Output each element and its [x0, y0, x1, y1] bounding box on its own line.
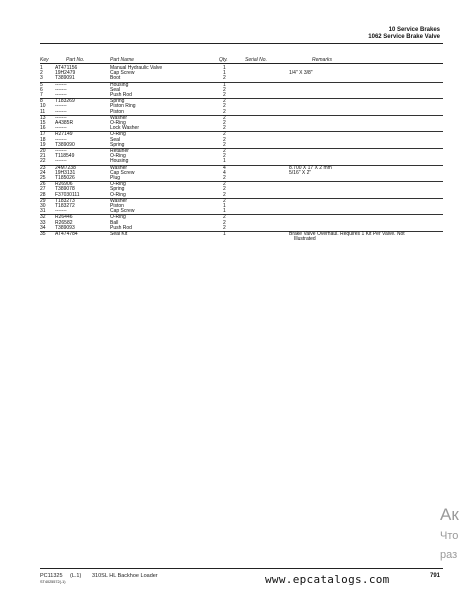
part-no-cell-text: T389090	[55, 141, 75, 148]
key-cell-text: 6	[40, 86, 43, 93]
part-no-cell	[55, 232, 110, 243]
part-name-cell-text: Spring	[110, 98, 125, 105]
key-cell-text: 16	[40, 125, 46, 132]
part-name-cell-text: Lock Washer	[110, 125, 139, 132]
remarks-cell	[289, 232, 443, 243]
part-name-cell-text: Washer	[110, 164, 128, 171]
qty-cell-text: 2	[223, 108, 226, 115]
key-cell-text: 13	[40, 114, 46, 121]
footer-small-ref: ST4025572(-1)	[40, 580, 66, 584]
table-head-rule	[40, 63, 443, 64]
key-cell-text: 28	[40, 191, 46, 198]
part-name-cell-text: Ball	[110, 219, 119, 226]
qty-cell-text: 2	[223, 125, 226, 132]
part-name-cell-text: O-Ring	[110, 191, 126, 198]
key-cell-text: 17	[40, 131, 46, 138]
qty-cell-text: 2	[223, 175, 226, 182]
footer-model: 310SL HL Backhoe Loader	[92, 573, 158, 579]
key-cell-text: 29	[40, 197, 46, 204]
col-part-no: Part No.	[66, 57, 85, 63]
footer-catalog: PC11325	[40, 573, 63, 579]
key-cell-text: 21	[40, 153, 46, 160]
part-no-cell-text: -------	[55, 103, 67, 110]
key-cell-text: 25	[40, 175, 46, 182]
footer-rule	[40, 568, 443, 569]
remarks-cell-text: 1/4" X 3/8"	[289, 70, 313, 77]
qty-cell-text: 1	[223, 208, 226, 215]
part-no-cell-text: T185026	[55, 175, 75, 182]
part-no-cell-text: AT471156	[55, 65, 78, 71]
key-cell-text: 33	[40, 219, 46, 226]
key-cell-text: 15	[40, 120, 46, 127]
part-no-cell-text: A4385R	[55, 120, 74, 127]
activation-overlay-line2: Что	[440, 530, 459, 542]
part-name-cell-text: Spring	[110, 186, 125, 193]
part-name-cell-text: O-Ring	[110, 214, 126, 221]
qty-cell-text: 2	[223, 141, 226, 148]
part-no-cell-text: 19H2479	[55, 70, 76, 77]
part-name-cell-text: Spring	[110, 141, 125, 148]
section-title: 10 Service Brakes	[388, 27, 440, 33]
part-name-cell-text: Cap Screw	[110, 70, 135, 77]
footer-catalog-ref: (L.1)	[70, 573, 82, 579]
part-name-cell-text: O-Ring	[110, 131, 126, 138]
part-name-cell-text: Washer	[110, 197, 128, 204]
part-no-cell-text: -------	[55, 208, 67, 215]
part-name-cell-text: Plug	[110, 175, 121, 182]
col-part-name: Part Name	[110, 57, 134, 63]
qty-cell-text: 2	[223, 120, 226, 127]
part-no-cell-text: F37030111	[55, 191, 80, 198]
qty-cell-text: 2	[223, 197, 226, 204]
qty-cell-text: 2	[223, 86, 226, 93]
part-no-cell-text: T183269	[55, 98, 75, 105]
qty-cell-text: 1	[223, 203, 226, 210]
qty-cell-text: 4	[223, 169, 226, 176]
key-cell-text: 2	[40, 70, 43, 77]
key-cell-text: 18	[40, 136, 46, 143]
key-cell-text: 26	[40, 181, 46, 188]
part-no-cell-text: R26582	[55, 219, 73, 226]
part-name-cell	[110, 232, 223, 243]
qty-cell-text: 1	[223, 70, 226, 77]
qty-cell-text: 2	[223, 131, 226, 138]
part-name-cell-text: Retainer	[110, 148, 129, 155]
qty-cell-text: 2	[223, 191, 226, 198]
part-name-cell-text: Housing	[110, 158, 129, 165]
col-key: Key	[40, 57, 49, 63]
part-no-cell-text: -------	[55, 158, 67, 165]
part-no-cell-text: -------	[55, 136, 67, 143]
part-name-cell-text: Seal	[110, 86, 121, 93]
part-no-cell-text: 24M7238	[55, 164, 76, 171]
key-cell-text: 24	[40, 169, 46, 176]
part-no-cell-text: -------	[55, 86, 67, 93]
key-cell-text: 10	[40, 103, 46, 110]
part-no-cell-text: R26906	[55, 181, 73, 188]
key-cell-text: 8	[40, 98, 43, 105]
remarks-cell-text: Brake Valve Overhaul. Requires 1 Kit Per Valve. Not	[289, 231, 405, 238]
part-name-cell-text: Boot	[110, 75, 121, 82]
key-cell-text: 11	[40, 108, 46, 115]
qty-cell-text: 2	[223, 148, 226, 155]
watermark-link[interactable]: www.epcatalogs.com	[265, 573, 390, 586]
remarks-cell-text: 5/16" X 2"	[289, 169, 312, 176]
qty-cell-text: 2	[223, 136, 226, 143]
part-name-cell-text: Seal Kit	[110, 231, 128, 238]
part-no-cell-text: -------	[55, 108, 67, 115]
key-cell-text: 27	[40, 186, 46, 193]
part-no-cell-text: T183272	[55, 203, 75, 210]
part-no-cell-text: -------	[55, 81, 67, 88]
key-cell-text: 1	[40, 65, 43, 71]
key-cell-text: 32	[40, 214, 46, 221]
part-name-cell-text: Manual Hydraulic Valve	[110, 65, 163, 71]
qty-cell-text: 2	[223, 114, 226, 121]
part-name-cell-text: O-Ring	[110, 181, 126, 188]
part-name-cell-text: Piston	[110, 203, 124, 210]
key-cell-text: 3	[40, 75, 43, 82]
qty-cell-text: 2	[223, 92, 226, 99]
part-name-cell-text: O-Ring	[110, 153, 126, 160]
part-name-cell-text: Cap Screw	[110, 169, 135, 176]
part-name-cell-text: Washer	[110, 114, 128, 121]
col-qty: Qty.	[219, 57, 228, 63]
qty-cell-text: 2	[223, 98, 226, 105]
part-no-cell-text: T389078	[55, 186, 75, 193]
key-cell-text: 35	[40, 231, 46, 238]
qty-cell-text: 1	[223, 65, 226, 71]
qty-cell-text: 2	[223, 214, 226, 221]
activation-overlay-line1: Ак	[440, 505, 459, 524]
part-name-cell-text: Housing	[110, 81, 129, 88]
part-no-cell-text: -------	[55, 125, 67, 132]
qty-cell-text: 1	[223, 158, 226, 165]
qty-cell-text: 1	[223, 231, 226, 238]
part-no-cell-text: T389093	[55, 224, 75, 231]
qty-cell-text: 1	[223, 81, 226, 88]
header-rule	[40, 43, 443, 44]
qty-cell	[223, 232, 247, 243]
part-no-cell-text: -------	[55, 114, 67, 121]
key-cell-text: 19	[40, 141, 46, 148]
part-name-cell-text: Cap Screw	[110, 208, 135, 215]
qty-cell-text: 2	[223, 181, 226, 188]
qty-cell-text: 2	[223, 186, 226, 193]
col-serial-no: Serial No.	[245, 57, 267, 63]
key-cell-text: 23	[40, 164, 46, 171]
part-no-cell-text: T183273	[55, 197, 75, 204]
part-no-cell-text: R27149	[55, 131, 73, 138]
part-no-cell-text: T118549	[55, 153, 75, 160]
remarks-cell-text: 8.700 X 17 X 2 mm	[289, 164, 332, 171]
group-title: 1062 Service Brake Valve	[368, 34, 440, 40]
part-name-cell-text: Push Rod	[110, 224, 132, 231]
part-no-cell-text: -------	[55, 148, 67, 155]
parts-table	[40, 66, 443, 243]
part-no-cell-text: T389091	[55, 75, 75, 82]
part-no-cell-text: -------	[55, 92, 67, 99]
qty-cell-text: 2	[223, 219, 226, 226]
qty-cell-text: 2	[223, 103, 226, 110]
part-name-cell-text: Piston Ring	[110, 103, 136, 110]
qty-cell-text: 4	[223, 164, 226, 171]
part-no-cell-text: AT474784	[55, 231, 78, 238]
key-cell-text: 20	[40, 148, 46, 155]
col-remarks: Remarks	[312, 57, 333, 63]
key-cell-text: 34	[40, 224, 46, 231]
key-cell-text: 22	[40, 158, 46, 165]
qty-cell-text: 2	[223, 224, 226, 231]
key-cell	[40, 232, 55, 243]
activation-overlay-line3: раз	[440, 549, 458, 561]
part-name-cell-text: Push Rod	[110, 92, 132, 99]
part-no-cell-text: 19H3131	[55, 169, 76, 176]
table-row	[40, 232, 443, 243]
key-cell-text: 5	[40, 81, 43, 88]
part-name-cell-text: Piston	[110, 108, 124, 115]
key-cell-text: 30	[40, 203, 46, 210]
remarks-cell-text-line2: Illustrated	[294, 236, 316, 243]
page-number: 791	[429, 573, 440, 579]
key-cell-text: 7	[40, 92, 43, 99]
part-name-cell-text: O-Ring	[110, 120, 126, 127]
part-no-cell-text: R26446	[55, 214, 73, 221]
key-cell-text: 31	[40, 208, 46, 215]
part-name-cell-text: Seal	[110, 136, 121, 143]
serial-no-cell	[247, 232, 289, 243]
qty-cell-text: 2	[223, 75, 226, 82]
qty-cell-text: 2	[223, 153, 226, 160]
